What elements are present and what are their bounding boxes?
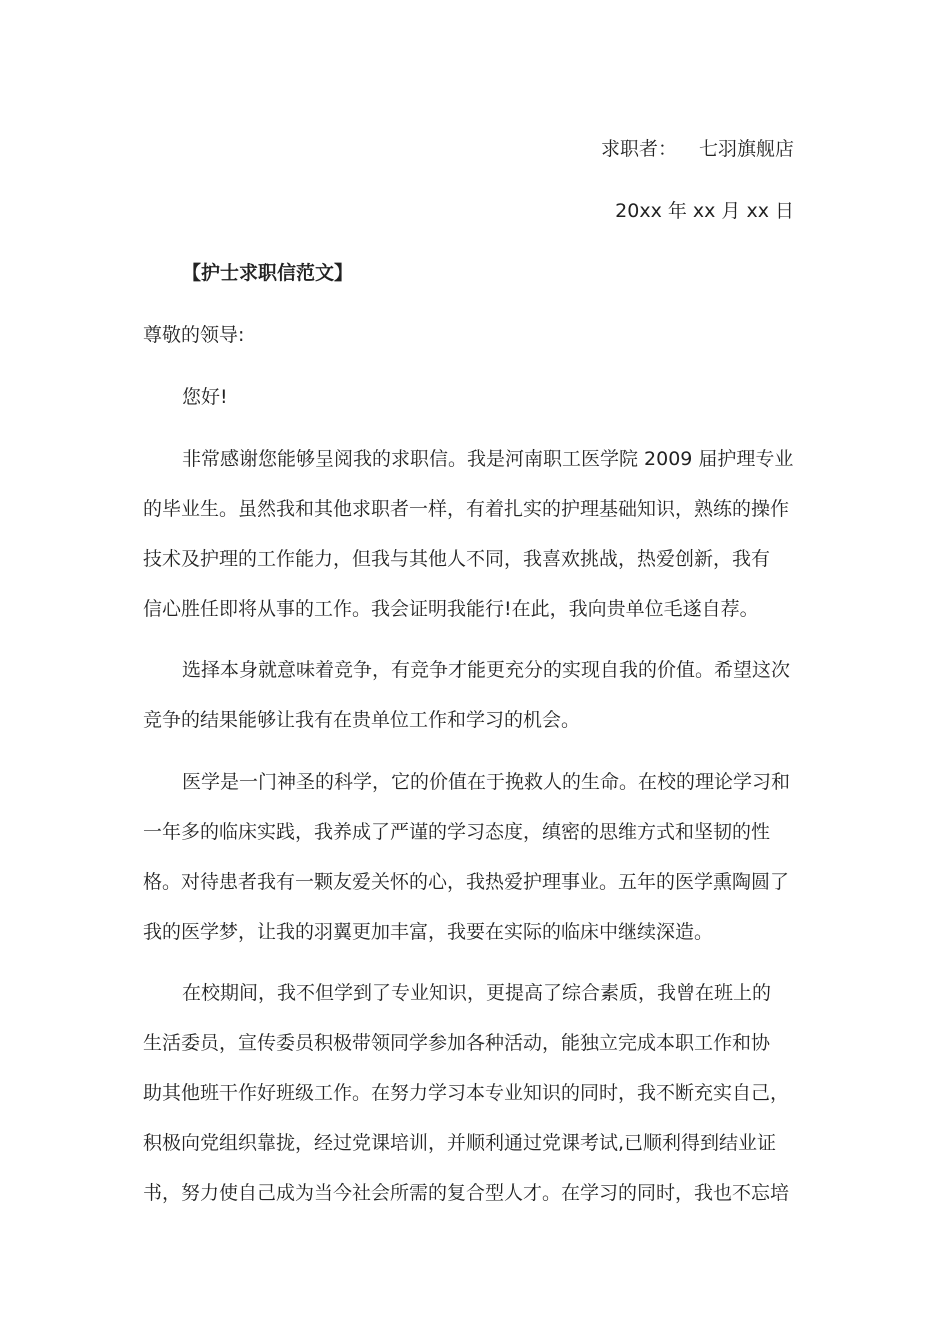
- paragraph-line: 选择本身就意味着竞争，有竞争才能更充分的实现自我的价值。希望这次: [182, 659, 791, 681]
- paragraph: [143, 978, 803, 1228]
- paragraph: [143, 655, 803, 755]
- applicant-signature: [601, 136, 794, 162]
- applicant-label: 求职者：: [600, 138, 677, 160]
- letter-date: 20xx 年 xx 月 xx 日: [615, 200, 794, 222]
- paragraph-line: 非常感谢您能够呈阅我的求职信。我是河南职工医学院 2009 届护理专业: [182, 448, 794, 470]
- paragraph: [143, 767, 803, 967]
- salutation: 尊敬的领导:: [143, 324, 245, 346]
- paragraph-line: 积极向党组织靠拢，经过党课培训，并顺利通过党课考试,已顺利得到结业证: [143, 1132, 777, 1154]
- paragraph-line: 我的医学梦，让我的羽翼更加丰富，我要在实际的临床中继续深造。: [143, 921, 714, 943]
- paragraph-line: 医学是一门神圣的科学，它的价值在于挽救人的生命。在校的理论学习和: [182, 771, 791, 793]
- paragraph-line: 格。对待患者我有一颗友爱关怀的心，我热爱护理事业。五年的医学熏陶圆了: [143, 871, 790, 893]
- paragraph-line: 生活委员，宣传委员积极带领同学参加各种活动，能独立完成本职工作和协: [143, 1032, 771, 1054]
- document-title: 【护士求职信范文】: [182, 262, 354, 284]
- paragraph-line: 书，努力使自己成为当今社会所需的复合型人才。在学习的同时，我也不忘培: [143, 1182, 790, 1204]
- paragraph-line: 技术及护理的工作能力，但我与其他人不同，我喜欢挑战，热爱创新，我有: [143, 548, 771, 570]
- paragraph-line: 竞争的结果能够让我有在贵单位工作和学习的机会。: [143, 709, 581, 731]
- paragraph-line: 的毕业生。虽然我和其他求职者一样，有着扎实的护理基础知识，熟练的操作: [143, 498, 790, 520]
- paragraph-line: 在校期间，我不但学到了专业知识，更提高了综合素质，我曾在班上的: [182, 982, 772, 1004]
- applicant-name: 七羽旗舰店: [698, 138, 794, 160]
- paragraph-line: 助其他班干作好班级工作。在努力学习本专业知识的同时，我不断充实自己，: [143, 1082, 790, 1104]
- greeting: 您好!: [182, 386, 228, 408]
- paragraph-line: 信心胜任即将从事的工作。我会证明我能行!在此，我向贵单位毛遂自荐。: [143, 598, 759, 620]
- paragraph: [143, 444, 803, 644]
- paragraph-line: 一年多的临床实践，我养成了严谨的学习态度，缜密的思维方式和坚韧的性: [143, 821, 771, 843]
